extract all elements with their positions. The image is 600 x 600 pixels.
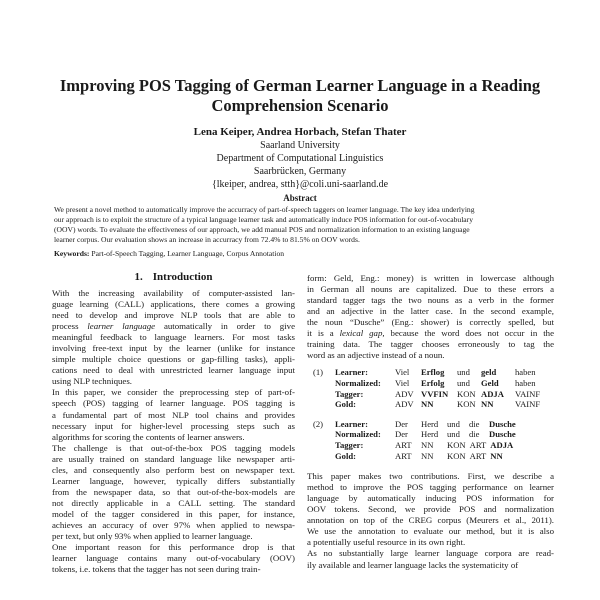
example-row [307,367,554,378]
example-token: ADJA [481,388,504,399]
example-row [307,429,554,440]
example-row [307,399,554,410]
example-token: die [469,429,480,440]
example-token: NN [421,439,434,450]
italic-term: learner language [87,321,156,332]
text-line: One important reason for this performance drop is that [52,542,295,553]
example-number [307,389,335,400]
example-token: und [457,377,470,388]
example-token: ART [395,439,412,450]
text-line: method to improve the POS tagging performance on learner [307,482,554,493]
example-row [307,389,554,400]
example-row-label: Normalized: [335,429,381,440]
example-token: haben [515,377,536,388]
text-line: ily available and learner language lacks the systematicity of [307,559,519,570]
example-number: (2) [313,418,324,429]
example-number [307,451,335,462]
example-block [307,367,554,409]
text-line: in German all nouns are capitalized. Due to these errors a [307,284,554,295]
example-token: Viel [395,367,410,378]
example-token: ART [395,450,412,461]
affiliation-city: Saarbrücken, Germany [253,166,347,177]
text-line: using NLP techniques. [52,376,132,387]
example-row-label: Tagger: [335,439,364,450]
text-line: We use the annotation to evaluate our method, but it is also [307,526,554,537]
text-line: The challenge is that out-of-the-box POS tagging models [52,442,295,453]
text-line: standard tagger tags the two nouns as a verb in the former [307,295,554,306]
example-token: die [469,418,480,429]
example-token: ADJA [490,439,514,450]
text-line: annotation on top of the CREG corpus (Meurers et al., 2011). [307,515,554,526]
example-token: ART [469,450,487,461]
text-line: As no substantially large learner language corpora are read- [307,548,554,559]
example-token: Dusche [489,418,516,429]
left-column [52,270,295,575]
text-line: and an adjective in the latter case. In the second example, [307,306,554,317]
abstract-line: (OOV) words. To evaluate the effectiveness of our approach, we add manual POS and normalization information to an existing language [54,225,470,235]
text-run: automatically in order to give [155,321,295,332]
example-row-label: Learner: [335,367,368,378]
affiliation-department: Department of Computational Linguistics [216,153,384,164]
text-line: In this paper, we consider the preprocessing step of part-of- [52,387,295,398]
author-names: Lena Keiper, Andrea Horbach, Stefan Thater [193,126,407,138]
example-token: Dusche [489,429,516,440]
example-block [307,419,554,461]
abstract-text [54,205,548,245]
text-line: With the increasing availability of computer-assisted lan- [52,288,295,298]
example-row [307,419,554,430]
text-line: necessary input for higher-level processing steps such as [52,420,295,431]
example-row-label: Gold: [335,450,357,461]
example-token: ADV [395,399,414,410]
text-line: speech (POS) tagging of learner language. POS tagging is [52,398,295,409]
title-line-2: Comprehension Scenario [211,96,389,115]
keywords-label: Keywords: [54,249,90,258]
example-token: und [447,418,460,429]
title-line-1: Improving POS Tagging of German Learner Language in a Reading [59,76,541,95]
example-row-label: Learner: [335,418,368,429]
example-token: haben [515,367,536,378]
right-paragraph-2 [307,471,554,548]
intro-paragraph-1 [52,288,295,387]
text-line: word as an adjective instead of a noun. [307,350,445,361]
text-line: model of the tagger considered in this paper, for instance, [52,508,295,519]
example-token: NN [481,399,494,410]
right-column [307,273,554,571]
example-number [307,399,335,410]
text-run: it is a [307,328,340,339]
example-token: VAINF [515,388,541,399]
example-token: KON [447,450,466,461]
text-line: cles, and consequently also perform best on newspaper text. [52,464,295,475]
example-row [307,378,554,389]
text-line: algorithms for scoring the contents of learner answers. [52,431,245,442]
example-token: KON [457,399,476,410]
example-token: und [457,367,470,378]
abstract-line: our approach is to exploit the structure of a typical language learner task and automatically induce POS information for out-of-vocabulary [54,215,473,225]
example-row [307,451,554,462]
intro-paragraph-4 [52,542,295,575]
text-line: per text, but only 93% when applied to learner language. [52,531,253,542]
example-token: und [447,429,460,440]
example-token: Viel [395,377,410,388]
abstract-heading: Abstract [283,193,317,203]
keywords [54,249,548,259]
example-row-label: Normalized: [335,377,381,388]
example-token: ADV [395,388,414,399]
text-line: cations need to deal with unrestricted learner language input [52,365,295,376]
example-token: VAINF [515,399,541,410]
text-run: , because the word does not occur in the [382,328,555,339]
pos-examples [307,367,554,461]
example-row-label: Tagger: [335,388,364,399]
example-token: Erfolg [421,377,445,388]
example-token: KON [447,439,466,450]
author-block [40,125,560,191]
italic-term: lexical gap [339,328,383,339]
example-token: ART [469,439,487,450]
section-number: 1. [134,271,143,283]
section-title: Introduction [152,271,213,283]
example-number [307,429,335,440]
text-line: from the newspaper data, so that out-of-the-box-models are [52,486,295,497]
text-line: a potentially useful resource in its own right. [307,537,466,548]
text-line: not directly applicable in a CALL setting. The standard [52,497,295,508]
example-number [307,440,335,451]
text-line [307,328,554,339]
text-run: process [52,321,88,332]
example-row [307,440,554,451]
text-line: simple multiple choice questions or gap-filling tasks), appli- [52,354,295,365]
text-line: language by automatically inducing POS information for [307,493,554,504]
text-line: involving free-text input by the learner (unlike for instance [52,343,295,354]
example-number: (1) [313,367,324,378]
example-token: NN [490,450,503,461]
keywords-text: Part-of-Speech Tagging, Learner Language, Corpus Annotation [91,249,285,258]
text-line: achieves an accuracy of over 97% when applied to newspa- [52,519,295,530]
author-emails: {lkeiper, andrea, stth}@coli.uni-saarland.de [211,179,389,190]
text-line: tokens, i.e. tokens that the tagger has not seen during train- [52,564,261,575]
example-token: geld [481,367,497,378]
text-line: the noun “Dusche” (Eng.: shower) is correctly spelled, but [307,317,554,328]
abstract-line: learner corpus. Our evaluation shows an increase in accurracy from 72.4% to 81.5% on OOV words. [54,235,360,245]
example-token: KON [457,388,476,399]
right-paragraph-1 [307,273,554,361]
affiliation-university: Saarland University [260,140,340,151]
example-token: Erflog [421,367,445,378]
section-heading-introduction [52,270,295,284]
example-token: VVFIN [421,388,449,399]
text-line: This paper makes two contributions. First, we describe a [307,471,554,482]
example-token: Herd [421,429,439,440]
text-line: OOV tokens. Second, we provide POS and normalization [307,504,554,515]
example-token: Der [395,429,408,440]
example-token: Der [395,418,408,429]
text-line [52,321,295,332]
abstract-line: We present a novel method to automatically improve the accurracy of part-of-speech taggers on learner language. The key idea underlying [54,205,475,214]
text-line: need to develop and improve NLP tools that are able to [52,310,295,321]
example-token: NN [421,450,434,461]
text-line: meaningful feedback to language learners. For most tasks [52,332,295,343]
text-line: Learner language, however, typically differs substantially [52,475,295,486]
example-token: Herd [421,418,439,429]
text-line: form: Geld, Eng.: money) is written in lowercase although [307,273,554,283]
example-token: Geld [481,377,499,388]
text-line: learner language contains many out-of-vocabulary (OOV) [52,553,295,564]
right-paragraph-3 [307,548,554,570]
text-line: are usually trained on standard language like newspaper arti- [52,453,295,464]
example-number [307,378,335,389]
intro-paragraph-3 [52,443,295,542]
paper-title [40,76,560,116]
intro-paragraph-2 [52,387,295,442]
example-row-label: Gold: [335,399,357,410]
text-line: a fundamental part of most NLP tool chains and provides [52,409,295,420]
text-line: training data. The tagger chooses erroneously to tag the [307,339,554,350]
example-token: NN [421,399,434,410]
text-line: guage learning (CALL) applications, there comes a growing [52,299,295,310]
